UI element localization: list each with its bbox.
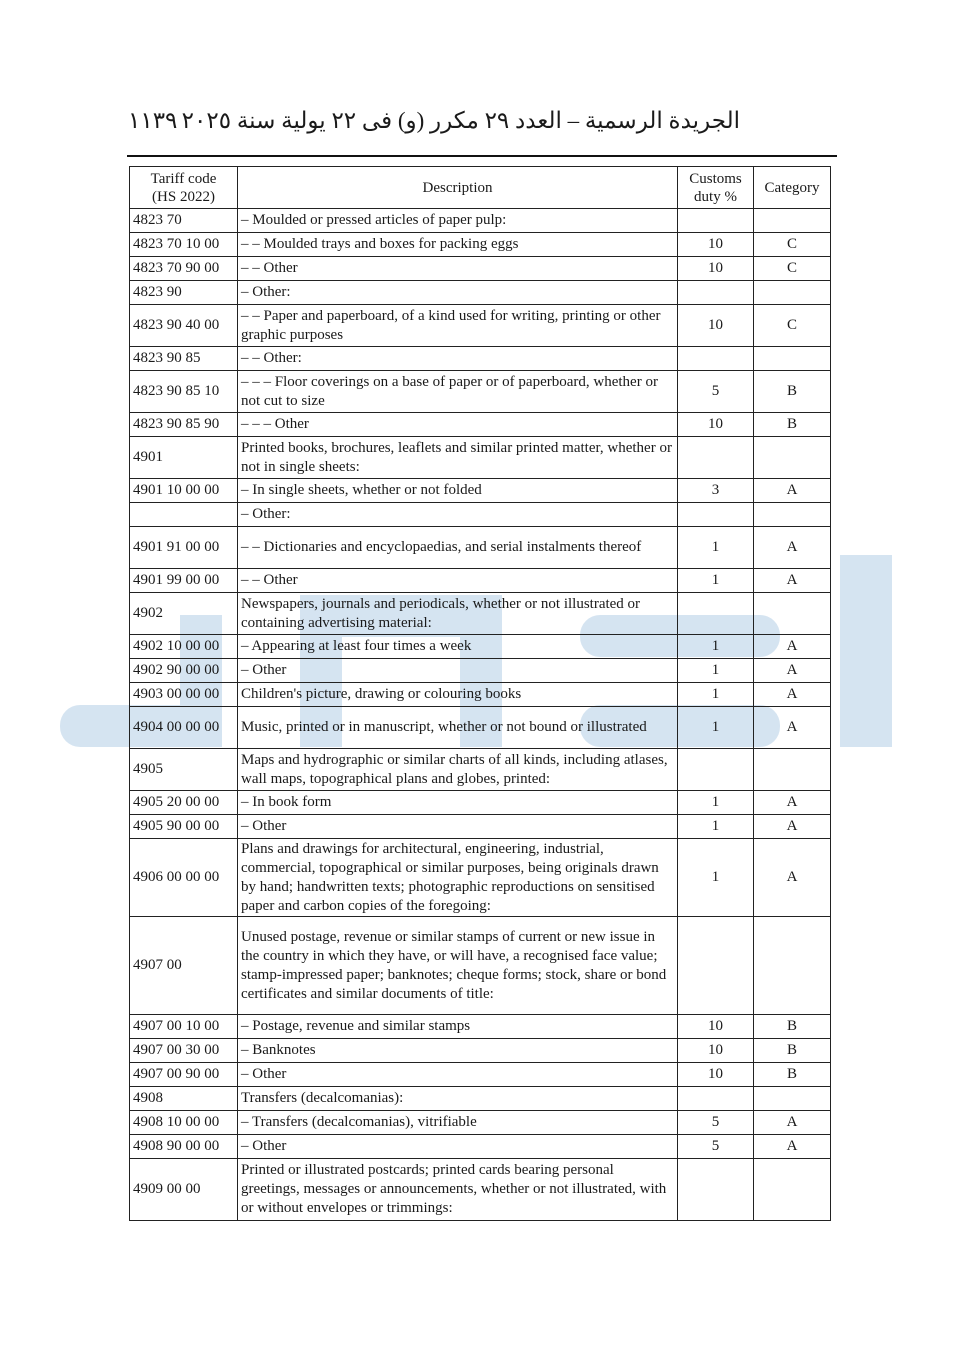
table-row [130,1039,831,1063]
tariff-code-cell: 4907 00 10 00 [130,1015,238,1039]
category-cell: C [754,257,831,281]
customs-duty-cell: 1 [678,659,754,683]
tariff-code-cell: 4901 10 00 00 [130,479,238,503]
description-cell: – – Paper and paperboard, of a kind used for writing, printing or other graphic purposes [238,305,678,347]
tariff-table [129,166,831,1221]
table-row [130,1015,831,1039]
table-row [130,347,831,371]
description-cell: – – – Other [238,413,678,437]
description-cell: – – Other: [238,347,678,371]
customs-duty-cell: 1 [678,569,754,593]
tariff-code-cell: 4909 00 00 [130,1159,238,1221]
description-cell: Maps and hydrographic or similar charts of all kinds, including atlases, wall maps, topographical plans and globes, printed: [238,749,678,791]
customs-duty-cell [678,209,754,233]
customs-duty-cell [678,917,754,1015]
table-row [130,569,831,593]
table-row [130,209,831,233]
description-cell: Printed or illustrated postcards; printed cards bearing personal greetings, messages or announcements, whether or not illustrated, with or without envelopes or trimmings: [238,1159,678,1221]
customs-duty-header-line2: duty % [694,188,737,205]
customs-duty-cell [678,503,754,527]
description-cell: Children's picture, drawing or colouring books [238,683,678,707]
tariff-code-header-line2: (HS 2022) [152,188,215,205]
tariff-code-cell: 4902 10 00 00 [130,635,238,659]
customs-duty-cell: 10 [678,305,754,347]
table-row [130,503,831,527]
tariff-code-cell: 4823 90 85 [130,347,238,371]
category-cell: A [754,659,831,683]
tariff-code-cell: 4907 00 [130,917,238,1015]
category-cell [754,593,831,635]
table-row [130,257,831,281]
description-cell: – – Other [238,257,678,281]
category-cell: A [754,1111,831,1135]
tariff-code-cell: 4907 00 30 00 [130,1039,238,1063]
tariff-code-cell: 4823 90 85 90 [130,413,238,437]
tariff-code-cell: 4823 70 [130,209,238,233]
column-header-customs-duty [678,167,754,209]
customs-duty-header-line1: Customs [689,170,742,187]
customs-duty-cell: 1 [678,707,754,749]
category-cell: B [754,371,831,413]
customs-duty-cell: 5 [678,1111,754,1135]
description-cell: – Postage, revenue and similar stamps [238,1015,678,1039]
table-row [130,233,831,257]
table-row [130,371,831,413]
category-cell: A [754,569,831,593]
customs-duty-cell: 10 [678,1015,754,1039]
description-cell: – Other: [238,281,678,305]
table-row [130,527,831,569]
tariff-code-cell: 4902 90 00 00 [130,659,238,683]
description-cell: Transfers (decalcomanias): [238,1087,678,1111]
tariff-code-cell: 4905 90 00 00 [130,815,238,839]
description-cell: – Other [238,659,678,683]
table-row [130,479,831,503]
table-row [130,1135,831,1159]
category-cell: C [754,233,831,257]
page-number: ١١٣٩ [128,108,178,133]
table-row [130,1063,831,1087]
table-header-row [130,167,831,209]
customs-duty-cell: 10 [678,1063,754,1087]
table-row [130,749,831,791]
description-cell: – Other [238,1063,678,1087]
table-row [130,659,831,683]
table-row [130,1087,831,1111]
tariff-code-cell: 4901 [130,437,238,479]
tariff-code-cell: 4901 99 00 00 [130,569,238,593]
table-row [130,1159,831,1221]
customs-duty-cell: 10 [678,233,754,257]
category-cell [754,209,831,233]
customs-duty-cell: 1 [678,839,754,917]
customs-duty-cell: 5 [678,371,754,413]
tariff-code-cell: 4908 [130,1087,238,1111]
customs-duty-cell [678,347,754,371]
column-header-tariff-code [130,167,238,209]
description-cell: – Moulded or pressed articles of paper pulp: [238,209,678,233]
table-row [130,413,831,437]
customs-duty-cell: 10 [678,413,754,437]
customs-duty-cell [678,1159,754,1221]
customs-duty-cell [678,593,754,635]
tariff-code-cell: 4908 90 00 00 [130,1135,238,1159]
tariff-code-cell: 4905 20 00 00 [130,791,238,815]
tariff-code-header-line1: Tariff code [150,170,217,187]
description-cell: – – – Floor coverings on a base of paper or of paperboard, whether or not cut to size [238,371,678,413]
table-row [130,707,831,749]
customs-duty-cell: 10 [678,257,754,281]
table-row [130,305,831,347]
tariff-code-cell: 4906 00 00 00 [130,839,238,917]
category-cell: A [754,791,831,815]
category-cell [754,1087,831,1111]
table-row [130,437,831,479]
tariff-code-cell: 4903 00 00 00 [130,683,238,707]
header-divider [127,155,837,157]
category-cell [754,281,831,305]
customs-duty-cell: 1 [678,527,754,569]
description-cell: Newspapers, journals and periodicals, whether or not illustrated or containing advertising material: [238,593,678,635]
customs-duty-cell [678,437,754,479]
tariff-code-cell [130,503,238,527]
category-cell [754,503,831,527]
customs-duty-cell: 1 [678,791,754,815]
gazette-title: الجريدة الرسمية – العدد ٢٩ مكرر (و) فى ٢٢ يولية سنة ٢٠٢٥ [181,108,740,133]
category-cell: C [754,305,831,347]
category-cell: B [754,1039,831,1063]
customs-duty-cell [678,281,754,305]
description-cell: – Other [238,815,678,839]
table-row [130,791,831,815]
column-header-category: Category [754,167,831,209]
table-row [130,593,831,635]
table-row [130,839,831,917]
description-cell: – – Moulded trays and boxes for packing eggs [238,233,678,257]
customs-duty-cell [678,1087,754,1111]
column-header-description: Description [238,167,678,209]
category-cell: A [754,815,831,839]
description-cell: Music, printed or in manuscript, whether or not bound or illustrated [238,707,678,749]
category-cell [754,749,831,791]
customs-duty-cell: 5 [678,1135,754,1159]
table-row [130,635,831,659]
description-cell: – Other [238,1135,678,1159]
category-cell: A [754,635,831,659]
table-row [130,815,831,839]
customs-duty-cell [678,749,754,791]
description-cell: – – Other [238,569,678,593]
description-cell: – In single sheets, whether or not folded [238,479,678,503]
description-cell: – In book form [238,791,678,815]
description-cell: – Transfers (decalcomanias), vitrifiable [238,1111,678,1135]
category-cell [754,917,831,1015]
category-cell: B [754,1063,831,1087]
category-cell: B [754,413,831,437]
tariff-code-cell: 4901 91 00 00 [130,527,238,569]
tariff-code-cell: 4908 10 00 00 [130,1111,238,1135]
table-row [130,917,831,1015]
category-cell: A [754,479,831,503]
customs-duty-cell: 3 [678,479,754,503]
description-cell: – Appearing at least four times a week [238,635,678,659]
tariff-code-cell: 4823 70 10 00 [130,233,238,257]
description-cell: – Banknotes [238,1039,678,1063]
description-cell: Plans and drawings for architectural, engineering, industrial, commercial, topographical or similar purposes, being originals drawn by hand; handwritten texts; photographic reproductions on sensitised paper and carbon copies of the foregoing: [238,839,678,917]
description-cell: Printed books, brochures, leaflets and similar printed matter, whether or not in single sheets: [238,437,678,479]
customs-duty-cell: 10 [678,1039,754,1063]
tariff-code-cell: 4823 90 40 00 [130,305,238,347]
tariff-code-cell: 4823 70 90 00 [130,257,238,281]
description-cell: – Other: [238,503,678,527]
customs-duty-cell: 1 [678,683,754,707]
category-cell: A [754,527,831,569]
category-cell: A [754,683,831,707]
category-cell [754,437,831,479]
table-row [130,281,831,305]
customs-duty-cell: 1 [678,635,754,659]
category-cell: A [754,839,831,917]
category-cell: A [754,707,831,749]
table-row [130,683,831,707]
description-cell: – – Dictionaries and encyclopaedias, and serial instalments thereof [238,527,678,569]
tariff-code-cell: 4905 [130,749,238,791]
category-cell: A [754,1135,831,1159]
description-cell: Unused postage, revenue or similar stamps of current or new issue in the country in which they have, or will have, a recognised face value; stamp-impressed paper; banknotes; cheque forms; stock, share or bond certificates and similar documents of title: [238,917,678,1015]
tariff-code-cell: 4823 90 [130,281,238,305]
tariff-code-cell: 4823 90 85 10 [130,371,238,413]
category-cell: B [754,1015,831,1039]
category-cell [754,1159,831,1221]
table-row [130,1111,831,1135]
tariff-code-cell: 4904 00 00 00 [130,707,238,749]
customs-duty-cell: 1 [678,815,754,839]
tariff-code-cell: 4907 00 90 00 [130,1063,238,1087]
tariff-table-body [130,209,831,1221]
page-header [128,106,740,140]
category-cell [754,347,831,371]
tariff-code-cell: 4902 [130,593,238,635]
